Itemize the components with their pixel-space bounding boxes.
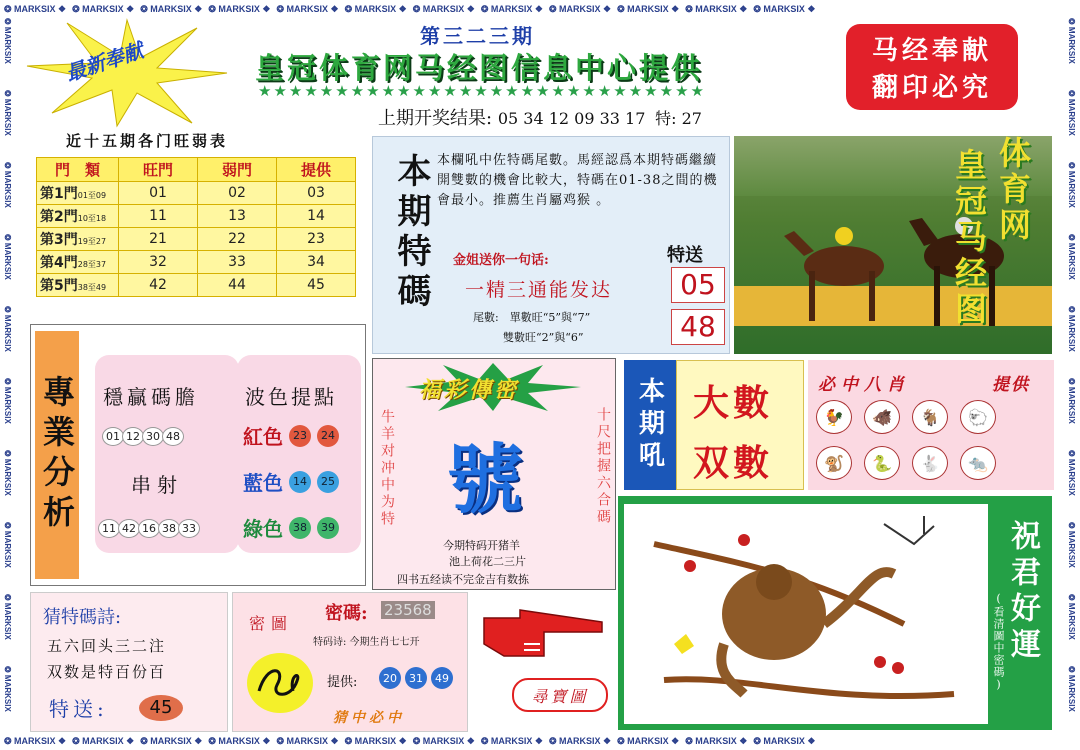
watermark-text: ❂ MARKSIX — [1067, 306, 1076, 352]
watermark-text: ❂ MARKSIX — [3, 18, 12, 64]
ruo-cell: 22 — [198, 228, 277, 251]
mitu-label: 密圖 — [249, 614, 294, 633]
number-ball: 20 — [379, 667, 401, 689]
zhuanye-panel — [30, 324, 366, 586]
row-range: 28至37 — [77, 260, 107, 269]
watermark-text: ❂ MARKSIX ❖ — [140, 735, 203, 746]
wang-cell: 42 — [119, 274, 198, 297]
watermark-text: ❂ MARKSIX — [3, 666, 12, 712]
sheep-icon: 🐑 — [960, 400, 996, 434]
bazhong-title: 必中八肖 — [818, 375, 910, 395]
zhuanye-title-box — [35, 331, 79, 579]
table-row — [37, 228, 356, 251]
watermark-text: ❂ MARKSIX ❖ — [549, 3, 612, 14]
wang-table-title: 近十五期各门旺弱表 — [66, 132, 229, 150]
fucai-right-text: 十尺把握六合碼 — [595, 407, 611, 526]
cai-special-number: 45 — [139, 695, 183, 721]
watermark-text: ❂ MARKSIX ❖ — [685, 735, 748, 746]
number-oval: 16 — [138, 519, 160, 538]
golden-label: 金姐送你一句话: — [453, 253, 549, 268]
fucai-line2: 池上荷花二三片 — [449, 555, 526, 568]
copyright-stamp — [846, 24, 1018, 110]
cai-poem-title: 猜特碼詩: — [43, 607, 122, 628]
monkey-subtitle: (看清圖中密碼) — [992, 592, 1005, 692]
benqi-title: 本期特碼 — [391, 153, 431, 313]
color-ball: 23 — [289, 425, 311, 447]
header-cell: 門 類 — [37, 158, 119, 182]
watermark-text: ❂ MARKSIX — [1067, 18, 1076, 64]
special-number: 05 — [671, 267, 725, 303]
special-label: 特送 — [667, 245, 703, 266]
goat-icon: 🐐 — [912, 400, 948, 434]
benqi-hou-label: 本期吼 — [634, 377, 665, 473]
row-label: 第5門 — [40, 278, 78, 294]
row-label: 第1門 — [40, 186, 78, 202]
animal-row-1 — [816, 400, 996, 434]
row-label: 第4門 — [40, 255, 78, 271]
watermark-text: ❂ MARKSIX ❖ — [617, 3, 680, 14]
watermark-text: ❂ MARKSIX — [3, 450, 12, 496]
watermark-text: ❂ MARKSIX ❖ — [4, 3, 67, 14]
monkey-icon: 🐒 — [816, 446, 852, 480]
chuanshe-numbers — [99, 517, 199, 538]
watermark-top — [0, 0, 1080, 18]
watermark-text: ❂ MARKSIX — [3, 306, 12, 352]
bazhong-panel — [808, 360, 1054, 490]
zhuanye-title: 專業分析 — [38, 375, 76, 535]
color-label: 綠色 — [243, 517, 283, 541]
chuanshe-title: 串射 — [131, 473, 183, 497]
tigong-cell: 14 — [277, 205, 356, 228]
number-oval: 30 — [142, 427, 164, 446]
wang-table-header — [37, 158, 356, 182]
tail-line2: 雙數旺“2”與“6” — [503, 331, 584, 344]
benqi-panel — [372, 136, 730, 354]
watermark-text: ❂ MARKSIX ❖ — [72, 3, 135, 14]
last-result-numbers: 05 34 12 09 33 17 — [497, 109, 646, 128]
benqi-text: 本欄吼中佐特碼尾數。馬經認爲本期特碼繼續開雙數的機會比較大，特碼在01-38之間的機會最小。推薦生肖屬鸡猴 。 — [437, 153, 718, 208]
issue-number: 第三二三期 — [420, 24, 535, 48]
watermark-text: ❂ MARKSIX ❖ — [617, 735, 680, 746]
row-range: 38至49 — [77, 283, 107, 292]
tigong-cell: 45 — [277, 274, 356, 297]
ruo-cell: 13 — [198, 205, 277, 228]
monkey-title: 祝君好運 — [1005, 520, 1040, 664]
xunbao-label-box — [512, 678, 608, 712]
color-label: 紅色 — [243, 425, 283, 449]
bose-title: 波色提點 — [245, 385, 337, 409]
wang-cell: 01 — [119, 182, 198, 205]
double-value: 双數 — [693, 442, 774, 484]
watermark-text: ❂ MARKSIX — [3, 162, 12, 208]
number-ball: 31 — [405, 667, 427, 689]
boar-icon: 🐗 — [864, 400, 900, 434]
watermark-text: ❂ MARKSIX ❖ — [208, 735, 271, 746]
cai-poem-line1: 五六回头三二注 — [47, 637, 167, 655]
color-ball: 38 — [289, 517, 311, 539]
watermark-text: ❂ MARKSIX — [1067, 90, 1076, 136]
number-oval: 01 — [102, 427, 124, 446]
watermark-text: ❂ MARKSIX ❖ — [4, 735, 67, 746]
watermark-text: ❂ MARKSIX — [1067, 162, 1076, 208]
bose-row-red — [243, 421, 339, 450]
watermark-text: ❂ MARKSIX ❖ — [753, 735, 816, 746]
watermark-text: ❂ MARKSIX ❖ — [344, 735, 407, 746]
mitu-code: 23568 — [381, 601, 435, 619]
bazhong-tigong: 提供 — [992, 375, 1030, 395]
row-label: 第2門 — [40, 209, 78, 225]
row-range: 19至27 — [77, 237, 107, 246]
watermark-text: ❂ MARKSIX — [1067, 234, 1076, 280]
squiggle-icon — [247, 653, 313, 713]
header-cell: 弱門 — [198, 158, 277, 182]
color-ball: 24 — [317, 425, 339, 447]
wenying-title: 穩贏碼膽 — [103, 385, 199, 409]
tigong-cell: 34 — [277, 251, 356, 274]
watermark-text: ❂ MARKSIX ❖ — [344, 3, 407, 14]
ruo-cell: 44 — [198, 274, 277, 297]
watermark-bottom — [0, 732, 1080, 750]
color-ball: 39 — [317, 517, 339, 539]
watermark-text: ❂ MARKSIX — [3, 234, 12, 280]
watermark-text: ❂ MARKSIX — [1067, 378, 1076, 424]
mitu-code-label: 密碼: — [325, 603, 368, 624]
watermark-text: ❂ MARKSIX — [3, 90, 12, 136]
watermark-left — [0, 18, 16, 732]
cai-poem-line2: 双数是特百份百 — [47, 663, 167, 681]
number-ball: 49 — [431, 667, 453, 689]
star-line: ★★★★★★★★★★★★★★★★★★★★★★★★★★★★★ — [258, 82, 706, 100]
stamp-line1: 马经奉献 — [871, 36, 992, 66]
mitu-tigong-label: 提供: — [327, 675, 358, 690]
watermark-text: ❂ MARKSIX ❖ — [276, 735, 339, 746]
badge-text: 最新奉献 — [62, 38, 147, 86]
color-label: 藍色 — [243, 471, 283, 495]
watermark-text: ❂ MARKSIX — [1067, 594, 1076, 640]
fucai-left-text: 牛羊对冲中为特 — [379, 409, 395, 528]
horse-title2: 体育网 — [994, 136, 1032, 244]
mitu-secret-image — [247, 653, 313, 713]
mitu-poem: 特码诗: 今期生肖七七开 — [313, 637, 420, 648]
watermark-text: ❂ MARKSIX — [1067, 522, 1076, 568]
tigong-cell: 23 — [277, 228, 356, 251]
horse-title: 皇冠马经图 — [950, 148, 988, 328]
golden-phrase: 一精三通能发达 — [465, 279, 613, 301]
tail-line1: 尾數: 單數旺“5”與“7” — [473, 311, 591, 324]
watermark-text: ❂ MARKSIX ❖ — [208, 3, 271, 14]
table-row — [37, 251, 356, 274]
watermark-text: ❂ MARKSIX ❖ — [685, 3, 748, 14]
tigong-cell: 03 — [277, 182, 356, 205]
animal-row-2 — [816, 446, 996, 480]
watermark-text: ❂ MARKSIX ❖ — [276, 3, 339, 14]
fucai-center-char: 號 — [447, 435, 523, 524]
fucai-line3: 四书五经读不完金吉有数拣 — [397, 573, 529, 586]
pointing-hand-icon — [480, 604, 608, 662]
color-ball: 25 — [317, 471, 339, 493]
last-result-label: 上期开奖结果: — [378, 108, 493, 129]
bose-row-green — [243, 513, 339, 542]
watermark-text: ❂ MARKSIX — [1067, 450, 1076, 496]
snake-icon: 🐍 — [864, 446, 900, 480]
watermark-text: ❂ MARKSIX ❖ — [140, 3, 203, 14]
watermark-text: ❂ MARKSIX ❖ — [72, 735, 135, 746]
monkey-image — [624, 504, 988, 724]
fucai-panel — [372, 358, 616, 590]
cai-poem-panel — [30, 592, 228, 732]
bose-box — [237, 355, 361, 553]
watermark-text: ❂ MARKSIX — [3, 522, 12, 568]
number-oval: 33 — [178, 519, 200, 538]
watermark-right — [1064, 18, 1080, 732]
rooster-icon: 🐓 — [816, 400, 852, 434]
header-cell: 提供 — [277, 158, 356, 182]
wang-cell: 11 — [119, 205, 198, 228]
mitu-numbers — [379, 667, 453, 689]
horse-racing-image — [734, 136, 1052, 354]
number-oval: 42 — [118, 519, 140, 538]
wang-cell: 32 — [119, 251, 198, 274]
bose-row-blue — [243, 467, 339, 496]
watermark-text: ❂ MARKSIX ❖ — [753, 3, 816, 14]
mitu-panel — [232, 592, 468, 732]
wenying-numbers — [103, 425, 183, 446]
fucai-line1: 今期特码开猪羊 — [443, 539, 520, 552]
header-cell: 旺門 — [119, 158, 198, 182]
number-oval: 12 — [122, 427, 144, 446]
table-row — [37, 274, 356, 297]
watermark-text: ❂ MARKSIX ❖ — [412, 735, 475, 746]
star-badge — [22, 18, 232, 128]
last-result — [378, 104, 702, 130]
main-title: 皇冠体育网马经图信息中心提供 — [255, 51, 704, 85]
mitu-footer: 猜中必中 — [333, 710, 405, 726]
number-oval: 38 — [158, 519, 180, 538]
xunbao-label: 尋寶圖 — [531, 686, 589, 706]
monkey-panel — [618, 496, 1052, 730]
row-label: 第3門 — [40, 232, 78, 248]
color-ball: 14 — [289, 471, 311, 493]
watermark-text: ❂ MARKSIX — [3, 378, 12, 424]
monkey-icon — [624, 504, 988, 724]
big-value: 大數 — [693, 382, 774, 424]
rabbit-icon: 🐇 — [912, 446, 948, 480]
number-oval: 48 — [162, 427, 184, 446]
row-range: 10至18 — [77, 214, 107, 223]
table-row — [37, 205, 356, 228]
watermark-text: ❂ MARKSIX ❖ — [480, 3, 543, 14]
benqi-hou-label-box — [624, 360, 676, 490]
table-row — [37, 182, 356, 205]
wang-table — [36, 157, 356, 297]
watermark-text: ❂ MARKSIX ❖ — [549, 735, 612, 746]
rat-icon: 🐀 — [960, 446, 996, 480]
ruo-cell: 02 — [198, 182, 277, 205]
watermark-text: ❂ MARKSIX ❖ — [412, 3, 475, 14]
watermark-text: ❂ MARKSIX — [1067, 666, 1076, 712]
special-number: 48 — [671, 309, 725, 345]
stamp-line2: 翻印必究 — [871, 73, 992, 103]
number-oval: 11 — [98, 519, 120, 538]
wenying-box — [95, 355, 239, 553]
last-result-special: 特: 27 — [655, 109, 702, 128]
watermark-text: ❂ MARKSIX — [3, 594, 12, 640]
fucai-title: 福彩傳密 — [419, 377, 520, 403]
wang-cell: 21 — [119, 228, 198, 251]
row-range: 01至09 — [77, 191, 107, 200]
ruo-cell: 33 — [198, 251, 277, 274]
benqi-hou-values — [676, 360, 804, 490]
watermark-text: ❂ MARKSIX ❖ — [480, 735, 543, 746]
cai-special-label: 特送: — [49, 697, 108, 721]
